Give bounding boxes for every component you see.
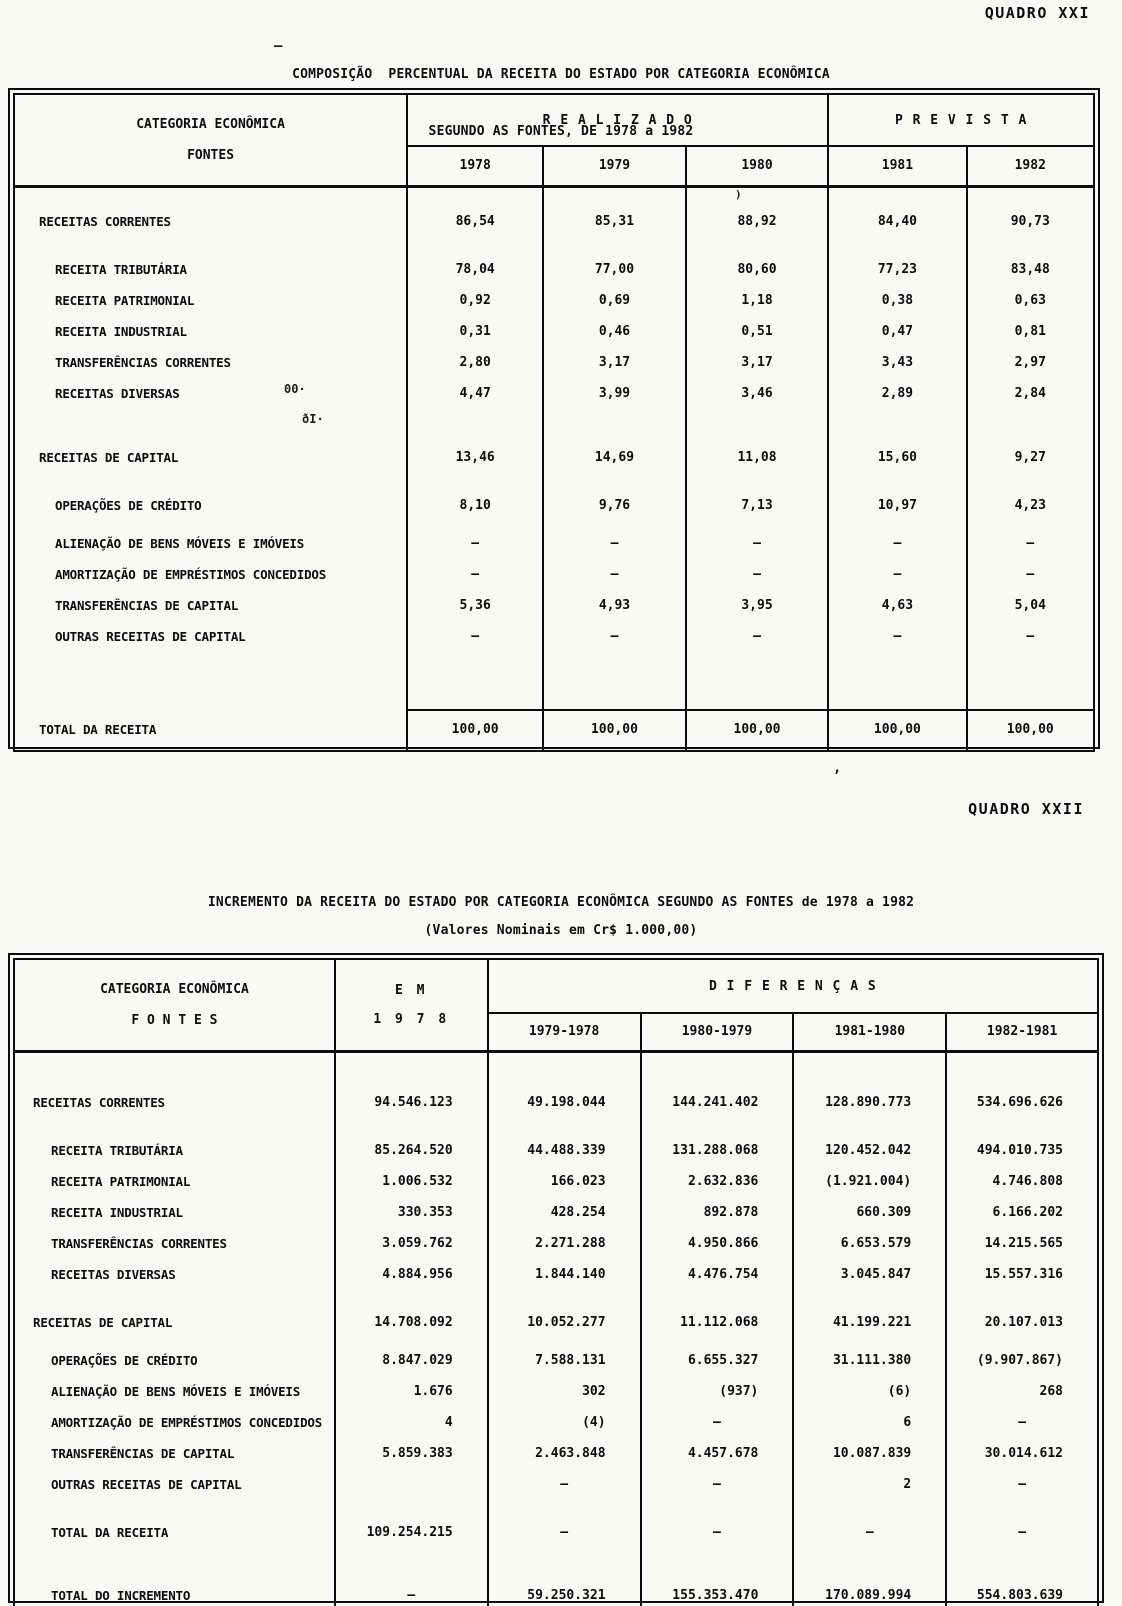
spacer-row xyxy=(14,651,1094,710)
row-value: 49.198.044 xyxy=(488,1051,641,1117)
row-value: 1.676 xyxy=(335,1375,488,1406)
row-label xyxy=(14,651,407,710)
row-label: RECEITAS CORRENTES xyxy=(33,1094,165,1110)
row-value: 7.588.131 xyxy=(488,1337,641,1375)
row-value: 8,10 xyxy=(407,472,543,520)
row-value: – xyxy=(407,520,543,558)
quadro-xxi-title-line1: COMPOSIÇÃO PERCENTUAL DA RECEITA DO ESTADO POR CATEGORIA ECONÔMICA xyxy=(292,67,830,82)
row-value: 0,92 xyxy=(407,284,543,315)
row-label: TRANSFERÊNCIAS DE CAPITAL xyxy=(55,597,239,613)
row-value: 3.059.762 xyxy=(335,1227,488,1258)
quadro-xxi-table-frame xyxy=(8,88,1100,749)
row-value: 3,43 xyxy=(828,346,966,377)
fontes-header-label: FONTES xyxy=(187,147,235,163)
table-row xyxy=(14,1051,1098,1117)
row-value: 85,31 xyxy=(543,186,686,236)
table-row xyxy=(14,315,1094,346)
scan-artifact-dash: — xyxy=(274,38,283,54)
row-value: – xyxy=(828,558,966,589)
row-value xyxy=(488,1547,641,1579)
row-value: – xyxy=(686,520,829,558)
quadro-xxii-table-header xyxy=(14,959,1098,1051)
row-value: 13,46 xyxy=(407,408,543,472)
row-value: 131.288.068 xyxy=(641,1117,794,1165)
table-row xyxy=(14,408,1094,472)
row-value: 1.006.532 xyxy=(335,1165,488,1196)
row-value: 4.476.754 xyxy=(641,1258,794,1289)
row-value: (4) xyxy=(488,1406,641,1437)
row-value: 100,00 xyxy=(407,710,543,751)
row-value: 15.557.316 xyxy=(946,1258,1098,1289)
row-value: 660.309 xyxy=(793,1196,946,1227)
table-row xyxy=(14,710,1094,751)
quadro-xxi-title-line2: SEGUNDO AS FONTES, DE 1978 a 1982 xyxy=(428,124,694,139)
row-value: 15,60 xyxy=(828,408,966,472)
row-value: – xyxy=(641,1499,794,1547)
row-value: 2,80 xyxy=(407,346,543,377)
row-value: – xyxy=(946,1468,1098,1499)
year-header-1978: 1978 xyxy=(407,146,543,186)
row-value: 4,23 xyxy=(967,472,1094,520)
row-label: OUTRAS RECEITAS DE CAPITAL xyxy=(55,628,246,644)
row-value: 0,69 xyxy=(543,284,686,315)
row-value xyxy=(967,651,1094,710)
row-value: 268 xyxy=(946,1375,1098,1406)
table-row xyxy=(14,284,1094,315)
quadro-xxi-table xyxy=(13,93,1095,752)
row-value xyxy=(946,1547,1098,1579)
row-label: RECEITA INDUSTRIAL xyxy=(55,323,187,339)
row-value xyxy=(641,1547,794,1579)
row-value: 41.199.221 xyxy=(793,1289,946,1337)
table-row xyxy=(14,1499,1098,1547)
fontes-header-label: F O N T E S xyxy=(131,1012,218,1028)
row-value: – xyxy=(967,520,1094,558)
row-value: 7,13 xyxy=(686,472,829,520)
row-label: RECEITAS CORRENTES xyxy=(39,213,171,229)
quadro-xxii-subtitle: (Valores Nominais em Cr$ 1.000,00) xyxy=(424,923,698,938)
row-value: 2,97 xyxy=(967,346,1094,377)
row-value: 100,00 xyxy=(967,710,1094,751)
year-header-1981: 1981 xyxy=(828,146,966,186)
row-value: 170.089.994 xyxy=(793,1579,946,1606)
row-value: 3,17 xyxy=(686,346,829,377)
quadro-xxi-table-body xyxy=(14,186,1094,751)
table-row xyxy=(14,1406,1098,1437)
row-value: 2,89 xyxy=(828,377,966,408)
row-label: RECEITAS DE CAPITAL xyxy=(33,1314,173,1330)
row-value: 892.878 xyxy=(641,1196,794,1227)
category-fontes-header xyxy=(14,959,335,1051)
row-value: 14,69 xyxy=(543,408,686,472)
row-value xyxy=(543,651,686,710)
row-value: 11,08 xyxy=(686,408,829,472)
row-value: – xyxy=(967,620,1094,651)
em-1978-header xyxy=(335,959,488,1051)
period-header-1981-1980: 1981-1980 xyxy=(793,1013,946,1051)
table-row xyxy=(14,1165,1098,1196)
quadro-xxii-label: QUADRO XXII xyxy=(968,800,1084,818)
table-row xyxy=(14,589,1094,620)
row-value: 9,27 xyxy=(967,408,1094,472)
quadro-xxii-table-frame xyxy=(8,953,1104,1603)
row-value: – xyxy=(686,620,829,651)
row-label: OPERAÇÕES DE CRÉDITO xyxy=(55,497,202,513)
row-value: 0,63 xyxy=(967,284,1094,315)
row-value: 330.353 xyxy=(335,1196,488,1227)
row-value xyxy=(686,651,829,710)
quadro-xxii-table xyxy=(13,958,1099,1606)
row-value: 9,76 xyxy=(543,472,686,520)
row-label: TOTAL DA RECEITA xyxy=(51,1524,169,1540)
year-header-1982: 1982 xyxy=(967,146,1094,186)
row-value: 0,31 xyxy=(407,315,543,346)
row-value xyxy=(335,1547,488,1579)
row-value: 83,48 xyxy=(967,236,1094,284)
row-label: RECEITA INDUSTRIAL xyxy=(51,1204,183,1220)
period-header-1982-1981: 1982-1981 xyxy=(946,1013,1098,1051)
row-value: (6) xyxy=(793,1375,946,1406)
scan-artifact-00: 00· xyxy=(284,382,306,396)
row-label: ALIENAÇÃO DE BENS MÓVEIS E IMÓVEIS xyxy=(55,535,305,551)
row-value: 14.215.565 xyxy=(946,1227,1098,1258)
table-row xyxy=(14,1579,1098,1606)
row-value: 8.847.029 xyxy=(335,1337,488,1375)
em-header-label: E M xyxy=(395,982,428,998)
row-value: 4 xyxy=(335,1406,488,1437)
row-label: TRANSFERÊNCIAS CORRENTES xyxy=(55,354,231,370)
row-value: – xyxy=(967,558,1094,589)
row-value: – xyxy=(407,620,543,651)
row-value: 100,00 xyxy=(686,710,829,751)
row-label: TRANSFERÊNCIAS CORRENTES xyxy=(51,1235,227,1251)
row-value: 30.014.612 xyxy=(946,1437,1098,1468)
row-value: 10.087.839 xyxy=(793,1437,946,1468)
row-label: AMORTIZAÇÃO DE EMPRÉSTIMOS CONCEDIDOS xyxy=(51,1414,323,1430)
row-label: ALIENAÇÃO DE BENS MÓVEIS E IMÓVEIS xyxy=(51,1383,301,1399)
row-value: 6.653.579 xyxy=(793,1227,946,1258)
row-value: 4.457.678 xyxy=(641,1437,794,1468)
diferencas-group-header: D I F E R E N Ç A S xyxy=(488,959,1098,1013)
table-row xyxy=(14,558,1094,589)
row-value: 3,46 xyxy=(686,377,829,408)
row-value: 0,46 xyxy=(543,315,686,346)
row-value: 1,18 xyxy=(686,284,829,315)
category-header-label: CATEGORIA ECONÔMICA xyxy=(100,981,249,997)
row-value: 88,92 xyxy=(686,186,829,236)
realizado-group-header: R E A L I Z A D O xyxy=(407,94,828,146)
table-row xyxy=(14,377,1094,408)
row-value: 6.655.327 xyxy=(641,1337,794,1375)
row-label: RECEITA PATRIMONIAL xyxy=(55,292,195,308)
row-value: (1.921.004) xyxy=(793,1165,946,1196)
row-label: TOTAL DA RECEITA xyxy=(39,721,157,737)
table-row xyxy=(14,1258,1098,1289)
row-value: 10,97 xyxy=(828,472,966,520)
row-label: OPERAÇÕES DE CRÉDITO xyxy=(51,1352,198,1368)
row-value: 4.884.956 xyxy=(335,1258,488,1289)
table-row xyxy=(14,236,1094,284)
row-value: 120.452.042 xyxy=(793,1117,946,1165)
row-value: 59.250.321 xyxy=(488,1579,641,1606)
year-header-1979: 1979 xyxy=(543,146,686,186)
row-label: OUTRAS RECEITAS DE CAPITAL xyxy=(51,1476,242,1492)
row-value: 428.254 xyxy=(488,1196,641,1227)
row-value: – xyxy=(543,620,686,651)
row-value: 302 xyxy=(488,1375,641,1406)
row-value: 1.844.140 xyxy=(488,1258,641,1289)
row-value: 2.463.848 xyxy=(488,1437,641,1468)
row-value: 6.166.202 xyxy=(946,1196,1098,1227)
row-label: RECEITA PATRIMONIAL xyxy=(51,1173,191,1189)
table-row xyxy=(14,1437,1098,1468)
row-value: 94.546.123 xyxy=(335,1051,488,1117)
row-value: 5,04 xyxy=(967,589,1094,620)
scan-artifact-di: ðI· xyxy=(302,412,324,426)
row-value: 6 xyxy=(793,1406,946,1437)
row-value: 3,99 xyxy=(543,377,686,408)
row-value: 44.488.339 xyxy=(488,1117,641,1165)
row-value: 0,81 xyxy=(967,315,1094,346)
row-value: 554.803.639 xyxy=(946,1579,1098,1606)
table-row xyxy=(14,520,1094,558)
table-row xyxy=(14,1289,1098,1337)
row-label: TRANSFERÊNCIAS DE CAPITAL xyxy=(51,1445,235,1461)
row-value: 11.112.068 xyxy=(641,1289,794,1337)
row-value: 4,63 xyxy=(828,589,966,620)
row-value: 3,95 xyxy=(686,589,829,620)
period-header-1980-1979: 1980-1979 xyxy=(641,1013,794,1051)
row-value: 90,73 xyxy=(967,186,1094,236)
row-value: 0,51 xyxy=(686,315,829,346)
row-value: 77,23 xyxy=(828,236,966,284)
row-value: 155.353.470 xyxy=(641,1579,794,1606)
row-value: 100,00 xyxy=(543,710,686,751)
row-value: 4.950.866 xyxy=(641,1227,794,1258)
quadro-xxii-title: INCREMENTO DA RECEITA DO ESTADO POR CATEGORIA ECONÔMICA SEGUNDO AS FONTES de 1978 a 1982 xyxy=(207,895,915,910)
category-fontes-header xyxy=(14,94,407,186)
category-header-label: CATEGORIA ECONÔMICA xyxy=(136,116,285,132)
row-value: 4.746.808 xyxy=(946,1165,1098,1196)
prevista-group-header: P R E V I S T A xyxy=(828,94,1094,146)
row-value: (9.907.867) xyxy=(946,1337,1098,1375)
row-value: 100,00 xyxy=(828,710,966,751)
row-value: – xyxy=(686,558,829,589)
quadro-xxii-table-body xyxy=(14,1051,1098,1606)
row-value: – xyxy=(335,1579,488,1606)
row-label xyxy=(14,1547,335,1579)
scan-artifact-paren: ) xyxy=(735,188,742,201)
row-value: 4,93 xyxy=(543,589,686,620)
row-label: RECEITAS DIVERSAS xyxy=(51,1266,176,1282)
spacer-row xyxy=(14,1547,1098,1579)
row-value: – xyxy=(641,1468,794,1499)
period-header-1979-1978: 1979-1978 xyxy=(488,1013,641,1051)
row-value: 4,47 xyxy=(407,377,543,408)
row-value: 77,00 xyxy=(543,236,686,284)
row-value: 80,60 xyxy=(686,236,829,284)
row-label: TOTAL DO INCREMENTO xyxy=(51,1587,191,1603)
row-value: – xyxy=(828,520,966,558)
scan-artifact-dot: ‚ xyxy=(833,760,842,776)
row-value: – xyxy=(488,1499,641,1547)
table-row xyxy=(14,346,1094,377)
row-value: 166.023 xyxy=(488,1165,641,1196)
table-row xyxy=(14,1196,1098,1227)
row-label: RECEITA TRIBUTÁRIA xyxy=(51,1142,183,1158)
row-label: RECEITA TRIBUTÁRIA xyxy=(55,261,187,277)
row-value: 86,54 xyxy=(407,186,543,236)
table-row xyxy=(14,620,1094,651)
row-value: 2.632.836 xyxy=(641,1165,794,1196)
row-value: 20.107.013 xyxy=(946,1289,1098,1337)
row-value: 78,04 xyxy=(407,236,543,284)
row-value: 144.241.402 xyxy=(641,1051,794,1117)
row-value xyxy=(407,651,543,710)
row-value: – xyxy=(828,620,966,651)
row-value: 14.708.092 xyxy=(335,1289,488,1337)
row-value: 5,36 xyxy=(407,589,543,620)
row-value: 3.045.847 xyxy=(793,1258,946,1289)
row-label: RECEITAS DIVERSAS xyxy=(55,385,180,401)
table-row xyxy=(14,1337,1098,1375)
table-row xyxy=(14,186,1094,236)
row-value: 5.859.383 xyxy=(335,1437,488,1468)
row-value xyxy=(335,1468,488,1499)
table-row xyxy=(14,1227,1098,1258)
row-value: – xyxy=(946,1406,1098,1437)
row-value: – xyxy=(543,558,686,589)
row-value: 0,47 xyxy=(828,315,966,346)
table-row xyxy=(14,1375,1098,1406)
table-row xyxy=(14,1117,1098,1165)
row-value: 2.271.288 xyxy=(488,1227,641,1258)
row-value: – xyxy=(407,558,543,589)
row-value: 84,40 xyxy=(828,186,966,236)
em-1978-label: 1 9 7 8 xyxy=(373,1011,450,1027)
row-value: – xyxy=(488,1468,641,1499)
row-value: – xyxy=(543,520,686,558)
row-value: 10.052.277 xyxy=(488,1289,641,1337)
year-header-1980: 1980 xyxy=(686,146,829,186)
row-value: 2,84 xyxy=(967,377,1094,408)
row-value: – xyxy=(641,1406,794,1437)
row-value: – xyxy=(946,1499,1098,1547)
row-value: 2 xyxy=(793,1468,946,1499)
row-value: 3,17 xyxy=(543,346,686,377)
row-value: 128.890.773 xyxy=(793,1051,946,1117)
table-row xyxy=(14,1468,1098,1499)
row-value: (937) xyxy=(641,1375,794,1406)
row-value: 0,38 xyxy=(828,284,966,315)
row-label: RECEITAS DE CAPITAL xyxy=(39,449,179,465)
quadro-xxi-table-header xyxy=(14,94,1094,186)
row-value: 85.264.520 xyxy=(335,1117,488,1165)
row-value xyxy=(828,651,966,710)
row-value: – xyxy=(793,1499,946,1547)
row-value: 109.254.215 xyxy=(335,1499,488,1547)
row-value: 494.010.735 xyxy=(946,1117,1098,1165)
row-value: 534.696.626 xyxy=(946,1051,1098,1117)
row-value xyxy=(793,1547,946,1579)
row-value: 31.111.380 xyxy=(793,1337,946,1375)
quadro-xxi-label: QUADRO XXI xyxy=(984,4,1090,22)
row-label: AMORTIZAÇÃO DE EMPRÉSTIMOS CONCEDIDOS xyxy=(55,566,327,582)
table-row xyxy=(14,472,1094,520)
